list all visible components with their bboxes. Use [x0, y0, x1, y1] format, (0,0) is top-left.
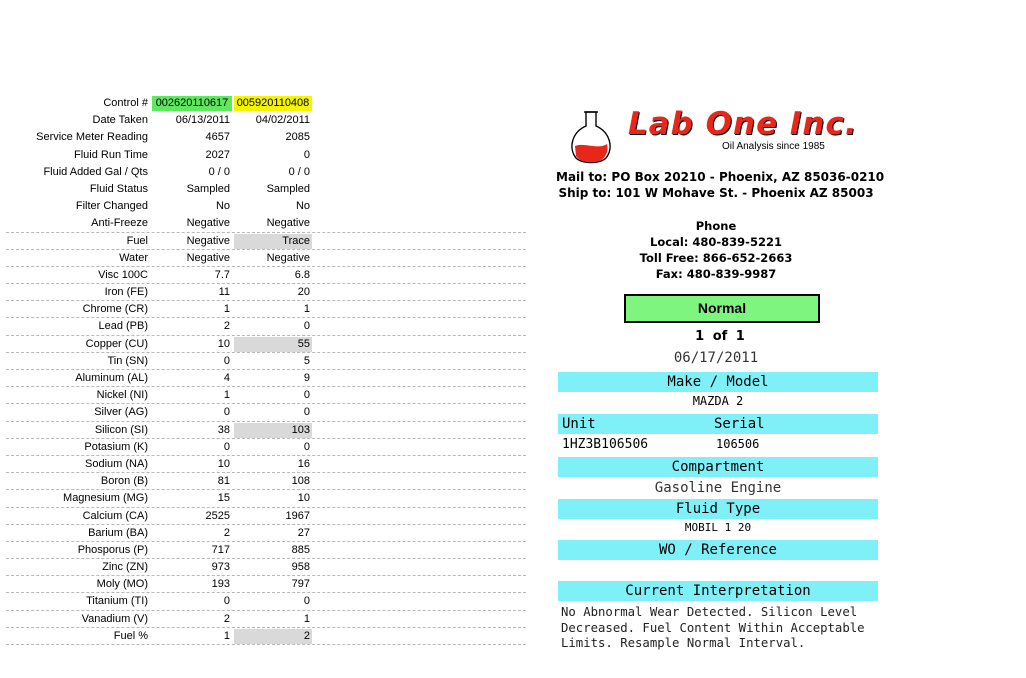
row-label: Zinc (ZN)	[102, 561, 148, 574]
unit-label: Unit	[562, 416, 596, 432]
table-row	[6, 250, 526, 267]
make-model-header	[558, 372, 878, 392]
row-label: Fuel %	[113, 629, 148, 642]
wo-reference-header	[558, 540, 878, 560]
row-label: Copper (CU)	[85, 337, 148, 350]
row-label: Fluid Run Time	[74, 148, 148, 161]
fluid-type-value: MOBIL 1 20	[684, 521, 752, 534]
row-label: Lead (PB)	[98, 320, 148, 333]
previous-sample-value: Sampled	[266, 182, 310, 195]
section-label: WO / Reference	[658, 542, 777, 558]
fluid-type-header	[558, 499, 878, 519]
previous-sample-value: 103	[234, 423, 312, 438]
current-sample-value: 0	[223, 354, 230, 367]
previous-sample-value: 958	[291, 561, 310, 574]
current-sample-value: 717	[211, 543, 230, 556]
previous-sample-value: Negative	[266, 217, 310, 230]
current-sample-value: Negative	[186, 217, 230, 230]
table-row	[6, 473, 526, 490]
current-sample-value: 38	[217, 423, 230, 436]
current-sample-value: Sampled	[186, 182, 230, 195]
sample-results-table	[6, 95, 526, 645]
page-indicator: 1 of 1	[695, 329, 745, 344]
row-label: Anti-Freeze	[91, 217, 148, 230]
section-label: Current Interpretation	[625, 583, 811, 599]
row-label: Fuel	[126, 234, 148, 247]
row-label: Service Meter Reading	[36, 131, 148, 144]
previous-sample-value: 797	[291, 578, 310, 591]
row-label: Magnesium (MG)	[63, 492, 148, 505]
previous-sample-value: 27	[297, 526, 310, 539]
row-label: Nickel (NI)	[96, 389, 148, 402]
previous-sample-value: 20	[297, 286, 310, 299]
row-label: Potasium (K)	[84, 440, 148, 453]
row-label: Barium (BA)	[88, 526, 148, 539]
current-sample-value: 7.7	[214, 268, 230, 281]
table-row	[6, 490, 526, 507]
table-row	[6, 508, 526, 525]
table-row	[6, 336, 526, 353]
previous-sample-value: 1	[303, 303, 310, 316]
row-label: Phosporus (P)	[77, 543, 148, 556]
table-row	[6, 387, 526, 404]
table-row	[6, 628, 526, 645]
current-sample-value: 193	[211, 578, 230, 591]
previous-sample-value: 1967	[285, 509, 310, 522]
row-label: Filter Changed	[75, 200, 148, 213]
unit-serial-header	[558, 414, 878, 434]
row-label: Control #	[103, 97, 148, 109]
row-label: Sodium (NA)	[85, 457, 148, 470]
previous-sample-value: 0	[303, 406, 310, 419]
row-label: Fluid Added Gal / Qts	[43, 165, 148, 178]
current-sample-value: 2027	[205, 148, 230, 161]
current-sample-value: 0	[223, 406, 230, 419]
row-label: Boron (B)	[100, 475, 148, 488]
previous-sample-value: 0	[303, 440, 310, 453]
current-sample-value: 10	[217, 457, 230, 470]
current-sample-value: Negative	[186, 251, 230, 264]
control-number-current: 002620110617	[152, 96, 232, 111]
current-sample-value: 1	[223, 303, 230, 316]
row-label: Date Taken	[92, 114, 148, 127]
phone-fax: Fax: 480-839-9987	[655, 267, 777, 281]
phone-heading: Phone	[695, 219, 737, 233]
current-sample-value: 2	[223, 526, 230, 539]
report-date: 06/17/2011	[673, 350, 759, 366]
lab-tagline: Oil Analysis since 1985	[722, 141, 825, 152]
row-label: Calcium (CA)	[82, 509, 148, 522]
previous-sample-value: 2	[234, 629, 312, 644]
table-row	[6, 542, 526, 559]
previous-sample-value: 6.8	[294, 268, 310, 281]
table-row	[6, 318, 526, 335]
table-row	[6, 422, 526, 439]
previous-sample-value: 16	[297, 457, 310, 470]
compartment-value: Gasoline Engine	[654, 480, 782, 496]
previous-sample-value: 9	[303, 372, 310, 384]
previous-sample-value: No	[295, 200, 310, 213]
row-label: Chrome (CR)	[82, 303, 148, 316]
interpretation-header	[558, 581, 878, 601]
row-label: Aluminum (AL)	[75, 372, 148, 384]
previous-sample-value: 108	[291, 475, 310, 488]
current-sample-value: 2	[223, 320, 230, 333]
make-model-value: MAZDA 2	[692, 394, 744, 408]
table-row	[6, 129, 526, 146]
current-sample-value: 4657	[205, 131, 230, 144]
control-number-row	[6, 95, 526, 112]
section-label: Compartment	[671, 459, 765, 475]
interpretation-text: No Abnormal Wear Detected. Silicon Level Decreased. Fuel Content Within Acceptable Limits. Resample Normal Interval.	[561, 605, 865, 650]
current-sample-value: No	[215, 200, 230, 213]
control-number-previous: 005920110408	[234, 96, 312, 111]
previous-sample-value: 0	[303, 389, 310, 402]
date-taken-current: 06/13/2011	[175, 114, 230, 127]
current-sample-value: 0	[223, 595, 230, 608]
phone-toll-free: Toll Free: 866-652-2663	[639, 251, 793, 265]
table-row	[6, 233, 526, 250]
table-row	[6, 164, 526, 181]
row-label: Vanadium (V)	[81, 612, 148, 625]
row-label: Silver (AG)	[94, 406, 148, 419]
row-label: Tin (SN)	[107, 354, 148, 367]
section-label: Make / Model	[667, 374, 769, 390]
row-label: Water	[119, 251, 148, 264]
table-row	[6, 559, 526, 576]
table-row	[6, 439, 526, 456]
current-sample-value: 2525	[205, 509, 230, 522]
table-row	[6, 593, 526, 610]
table-row	[6, 215, 526, 232]
row-label: Fluid Status	[89, 182, 148, 195]
current-sample-value: 973	[211, 561, 230, 574]
current-sample-value: 81	[217, 475, 230, 488]
previous-sample-value: Negative	[266, 251, 310, 264]
table-row	[6, 456, 526, 473]
current-sample-value: 4	[223, 372, 230, 384]
table-row	[6, 370, 526, 387]
date-taken-previous: 04/02/2011	[255, 114, 310, 127]
row-label: Iron (FE)	[104, 286, 148, 299]
unit-value: 1HZ3B106506	[562, 437, 649, 452]
table-row	[6, 147, 526, 164]
current-sample-value: 0	[223, 440, 230, 453]
mail-address: Mail to: PO Box 20210 - Phoenix, AZ 85036-0210	[556, 170, 885, 184]
previous-sample-value: 1	[303, 612, 310, 625]
current-sample-value: 0 / 0	[208, 165, 230, 178]
previous-sample-value: 0	[303, 148, 310, 161]
current-sample-value: 1	[223, 389, 230, 402]
current-sample-value: 1	[223, 629, 230, 642]
current-sample-value: 11	[218, 286, 230, 299]
previous-sample-value: 5	[303, 354, 310, 367]
table-row	[6, 181, 526, 198]
ship-address: Ship to: 101 W Mohave St. - Phoenix AZ 85003	[558, 186, 874, 200]
flask-logo-icon	[566, 108, 616, 166]
previous-sample-value: 0	[303, 595, 310, 608]
table-row	[6, 284, 526, 301]
current-sample-value: 10	[217, 337, 230, 350]
status-badge: Normal	[624, 294, 820, 323]
previous-sample-value: 885	[291, 543, 310, 556]
table-row	[6, 576, 526, 593]
current-sample-value: 15	[217, 492, 230, 505]
previous-sample-value: Trace	[234, 234, 312, 249]
row-label: Silicon (SI)	[94, 423, 148, 436]
row-label: Moly (MO)	[96, 578, 148, 591]
previous-sample-value: 0 / 0	[288, 165, 310, 178]
previous-sample-value: 2085	[285, 131, 310, 144]
table-row	[6, 404, 526, 421]
section-label: Fluid Type	[675, 501, 761, 517]
serial-value: 106506	[716, 437, 760, 451]
phone-local: Local: 480-839-5221	[650, 235, 782, 249]
compartment-header	[558, 457, 878, 477]
lab-name: Lab One Inc.	[628, 106, 858, 142]
current-sample-value: Negative	[186, 234, 230, 247]
date-taken-row	[6, 112, 526, 129]
previous-sample-value: 0	[303, 320, 310, 333]
table-row	[6, 353, 526, 370]
previous-sample-value: 55	[234, 337, 312, 352]
row-label: Titanium (TI)	[86, 595, 148, 608]
previous-sample-value: 10	[297, 492, 310, 505]
table-row	[6, 301, 526, 318]
table-row	[6, 198, 526, 215]
result-rows	[6, 129, 526, 645]
table-row	[6, 525, 526, 542]
table-row	[6, 267, 526, 284]
row-label: Visc 100C	[98, 268, 148, 281]
current-sample-value: 2	[223, 612, 230, 625]
table-row	[6, 611, 526, 628]
serial-label: Serial	[714, 416, 765, 432]
